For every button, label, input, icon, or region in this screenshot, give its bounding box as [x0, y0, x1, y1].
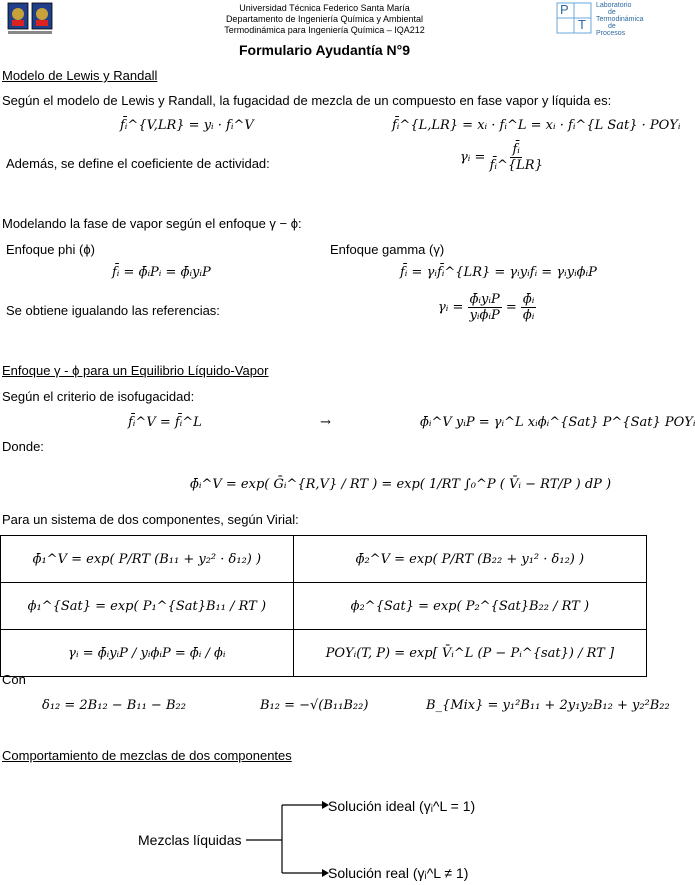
lab-logo-text-2: de [608, 9, 616, 16]
eq-isofugacity-rhs: ϕ̄ᵢ^V yᵢP = γᵢ^L xᵢϕᵢ^{Sat} P^{Sat} POYᵢ [420, 415, 695, 430]
virial-intro: Para un sistema de dos componentes, según Virial: [2, 512, 299, 527]
eq-phi2-vapor: ϕ̄₂^V = exp( P/RT (B₂₂ + y₁² · δ₁₂) ) [293, 536, 646, 583]
eq-liquid-fugacity: f̄ᵢ^{L,LR} = xᵢ · fᵢ^L = xᵢ · fᵢ^{L Sat} · POYᵢ [392, 118, 681, 133]
lab-logo-text-4: de [608, 23, 616, 30]
eq-phi2-sat: ϕ₂^{Sat} = exp( P₂^{Sat}B₂₂ / RT ) [293, 583, 646, 630]
phi-approach-label: Enfoque phi (ϕ) [6, 242, 95, 257]
header-course: Termodinámica para Ingeniería Química – IQA212 [224, 25, 425, 35]
eq-gamma-virial: γᵢ = ϕ̄ᵢyᵢP / yᵢϕᵢP = ϕ̄ᵢ / ϕᵢ [1, 630, 294, 677]
diagram-root-liquid-mixtures: Mezclas líquidas [138, 832, 242, 848]
gamma-approach-label: Enfoque gamma (γ) [330, 242, 445, 257]
table-row [1, 583, 647, 630]
donde-label: Donde: [2, 439, 44, 454]
activity-coefficient-text: Además, se define el coeficiente de actividad: [6, 156, 270, 171]
eq-poynting: POYᵢ(T, P) = exp[ V̄ᵢ^L (P − Pᵢ^{sat}) / RT ] [293, 630, 646, 677]
references-text: Se obtiene igualando las referencias: [6, 303, 220, 318]
virial-table [0, 535, 647, 677]
table-row [1, 630, 647, 677]
eq-phi-definition: ϕ̄ᵢ^V = exp( Ḡᵢ^{R,V} / RT ) = exp( 1/RT ∫₀^P ( V̄ᵢ − RT/P ) dP ) [190, 477, 612, 492]
eq-delta12: δ₁₂ = 2B₁₂ − B₁₁ − B₂₂ [42, 698, 186, 713]
eq-bmix: B_{Mix} = y₁²B₁₁ + 2y₁y₂B₁₂ + y₂²B₂₂ [426, 698, 670, 713]
eq-phi1-sat: ϕ₁^{Sat} = exp( P₁^{Sat}B₁₁ / RT ) [1, 583, 294, 630]
section-vle-heading: Enfoque γ - ϕ para un Equilibrio Líquido-Vapor [2, 363, 269, 378]
lab-logo-letter-t: T [578, 17, 586, 32]
isofugacity-text: Según el criterio de isofugacidad: [2, 389, 195, 404]
header-department: Departamento de Ingeniería Química y Ambiental [225, 14, 424, 24]
section-mixture-behavior-heading: Comportamiento de mezclas de dos componentes [2, 748, 292, 763]
lab-logo [556, 2, 646, 37]
eq-vapor-fugacity: f̄ᵢ^{V,LR} = yᵢ · fᵢ^V [120, 118, 254, 133]
lab-logo-text-1: Laboratorio [596, 2, 632, 9]
lab-logo-letter-p: P [560, 2, 569, 17]
eq-activity-coefficient: γᵢ = $\frac{\text{f̄ᵢ}}{\text{f̄ᵢ\textasciicircum{}\{LR\}}}$ [460, 142, 543, 173]
branch-real-solution: Solución real (γᵢ^L ≠ 1) [328, 865, 469, 881]
lab-logo-text-3: Termodinámica [596, 16, 644, 23]
lewis-randall-intro: Según el modelo de Lewis y Randall, la fugacidad de mezcla de un compuesto en fase vapor y líquida es: [2, 93, 612, 108]
header-university: Universidad Técnica Federico Santa María [239, 3, 410, 13]
branch-ideal-solution: Solución ideal (γᵢ^L = 1) [328, 798, 476, 814]
table-row [1, 536, 647, 583]
eq-phi1-vapor: ϕ̄₁^V = exp( P/RT (B₁₁ + y₂² · δ₁₂) ) [1, 536, 294, 583]
con-label: Con [2, 672, 26, 687]
lab-logo-text-5: Procesos [596, 30, 626, 37]
page-title: Formulario Ayudantía N°9 [238, 42, 411, 58]
eq-b12: B₁₂ = −√(B₁₁B₂₂) [260, 698, 369, 713]
branch-connector [240, 795, 330, 885]
eq-phi-approach: f̄ᵢ = ϕ̄ᵢPᵢ = ϕ̄ᵢyᵢP [112, 265, 211, 280]
eq-isofugacity-lhs: f̄ᵢ^V = f̄ᵢ^L [128, 415, 202, 430]
implies-arrow: → [320, 415, 331, 430]
eq-gamma-approach: f̄ᵢ = γᵢf̄ᵢ^{LR} = γᵢyᵢfᵢ = γᵢyᵢϕᵢP [400, 265, 597, 280]
gamma-phi-intro: Modelando la fase de vapor según el enfoque γ − ϕ: [2, 216, 302, 231]
eq-gamma-from-references: γᵢ = $\frac{\text{ϕ̄ᵢyᵢP}}{\text{yᵢϕᵢP}}$ = $\frac{\text{ϕ̄ᵢ}}{\text{ϕᵢ}}$ [438, 292, 535, 323]
university-logo [6, 2, 54, 36]
section-lewis-randall-heading: Modelo de Lewis y Randall [2, 68, 158, 83]
